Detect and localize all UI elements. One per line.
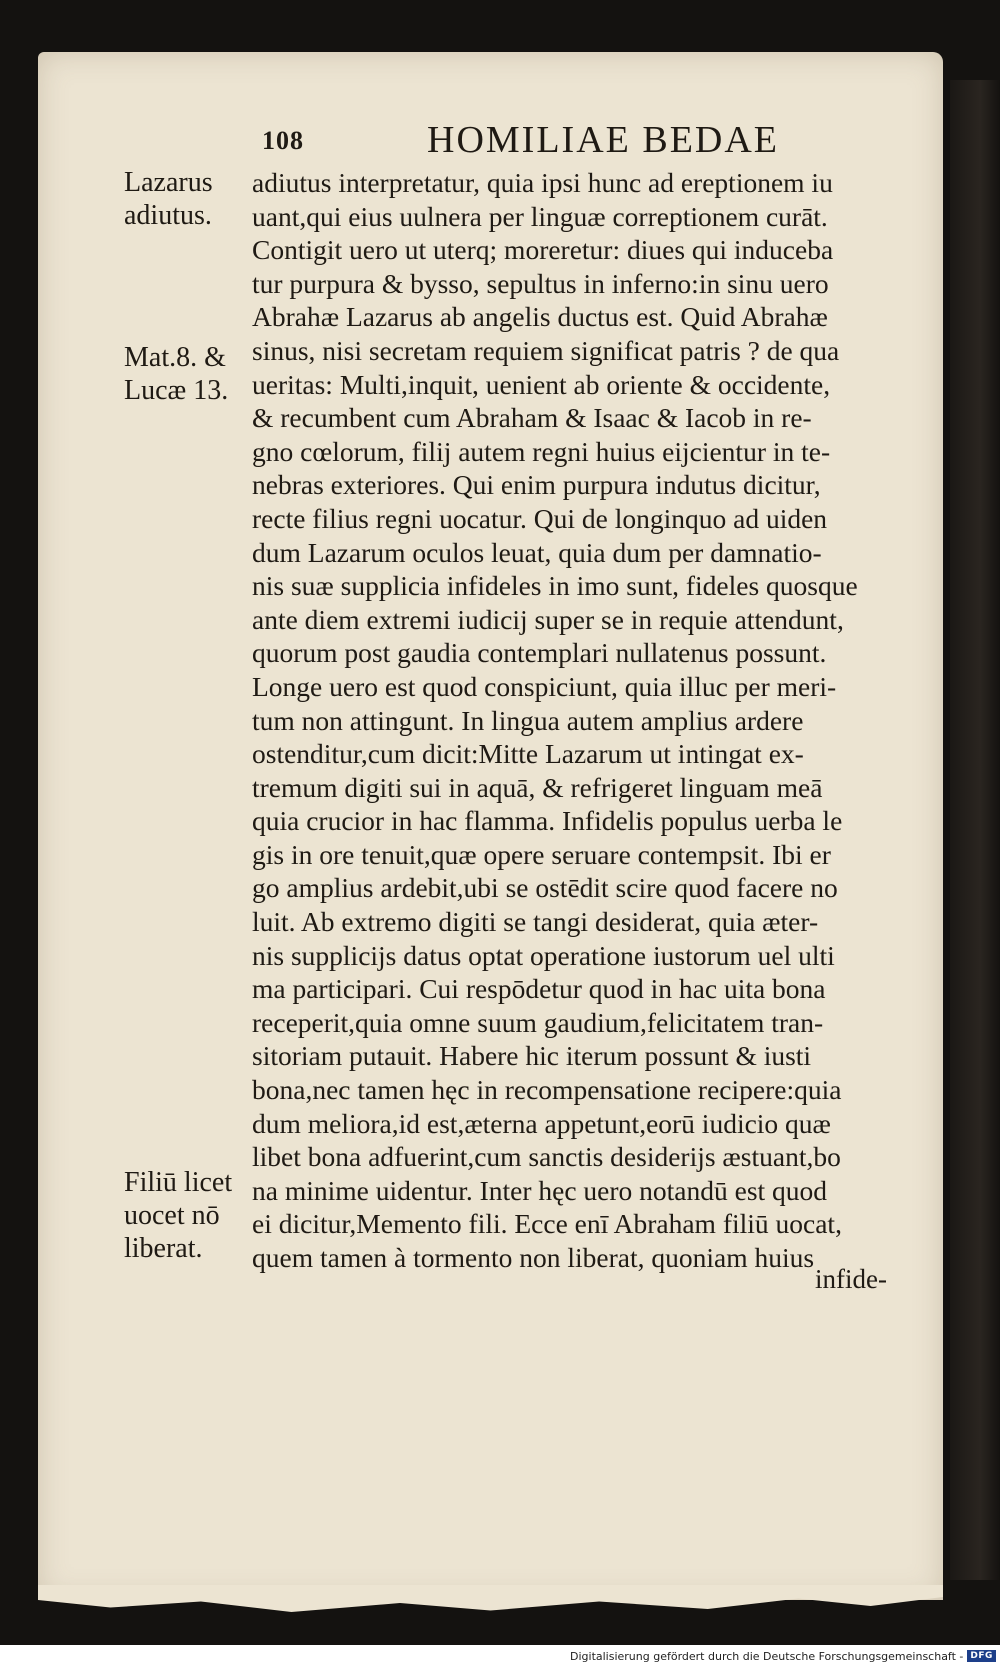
text-line: & recumbent cum Abraham & Isaac & Iacob in re-	[252, 402, 812, 434]
text-line: Abrahæ Lazarus ab angelis ductus est. Quid Abrahæ	[252, 301, 828, 333]
text-line: na minime uidentur. Inter hęc uero notandū est quod	[252, 1174, 828, 1206]
book-gutter	[950, 80, 1000, 1580]
dfg-logo: DFG	[967, 1650, 996, 1662]
text-line: libet bona adfuerint,cum sanctis desiderijs æstuant,bo	[252, 1141, 841, 1173]
text-line: nis suæ supplicia infideles in imo sunt, fideles quosque	[252, 570, 858, 602]
margin-note: Lazarus	[124, 167, 213, 198]
text-line: receperit,quia omne suum gaudium,felicitatem tran-	[252, 1006, 824, 1038]
margin-note: uocet nō	[124, 1200, 220, 1231]
digitization-footer	[570, 1646, 996, 1666]
text-line: nebras exteriores. Qui enim purpura indutus dicitur,	[252, 469, 821, 501]
text-line: recte filius regni uocatur. Qui de longinquo ad uiden	[252, 502, 828, 534]
text-line: gno cœlorum, filij autem regni huius eijcientur in te-	[252, 435, 831, 467]
margin-note: adiutus.	[124, 200, 212, 231]
text-line: tur purpura & bysso, sepultus in inferno:in sinu uero	[252, 267, 829, 299]
catchword: infide-	[815, 1264, 887, 1294]
text-line: ueritas: Multi,inquit, uenient ab oriente & occidente,	[252, 368, 831, 400]
text-line: gis in ore tenuit,quæ opere seruare contempsit. Ibi er	[252, 838, 831, 870]
page-number: 108	[262, 126, 304, 155]
text-line: quorum post gaudia contemplari nullatenus possunt.	[252, 637, 827, 669]
text-line: adiutus interpretatur, quia ipsi hunc ad ereptionem iu	[252, 167, 833, 198]
text-line: tremum digiti sui in aquā, & refrigeret linguam meā	[252, 771, 823, 803]
text-line: uant,qui eius uulnera per linguæ correptionem curāt.	[252, 200, 828, 232]
text-line: sinus, nisi secretam requiem significat patris ? de qua	[252, 334, 840, 366]
body-text	[252, 166, 902, 1275]
margin-note: Lucæ 13.	[124, 375, 229, 406]
text-line: ostenditur,cum dicit:Mitte Lazarum ut intingat ex-	[252, 738, 804, 770]
text-line: sitoriam putauit. Habere hic iterum possunt & iusti	[252, 1040, 812, 1072]
text-line: nis supplicijs datus optat operatione iustorum uel ulti	[252, 939, 835, 971]
text-line: ante diem extremi iudicij super se in requie attendunt,	[252, 603, 844, 635]
text-line: bona,nec tamen hęc in recompensatione recipere:quia	[252, 1074, 842, 1106]
text-line: ei dicitur,Memento fili. Ecce enī Abraham filiū uocat,	[252, 1208, 842, 1240]
text-line: luit. Ab extremo digiti se tangi desiderat, quia æter-	[252, 906, 819, 938]
text-line: ma participari. Cui respōdetur quod in hac uita bona	[252, 973, 826, 1005]
margin-note: Filiū licet	[124, 1167, 233, 1198]
text-line: dum Lazarum oculos leuat, quia dum per damnatio-	[252, 536, 822, 568]
margin-note: Mat.8. &	[124, 342, 226, 373]
text-line: quem tamen à tormento non liberat, quoniam huius	[252, 1242, 815, 1273]
text-line: dum meliora,id est,æterna appetunt,eorū iudicio quæ	[252, 1107, 831, 1139]
margin-note: liberat.	[124, 1233, 203, 1264]
running-title: HOMILIAE BEDAE	[427, 119, 780, 161]
text-line: quia crucior in hac flamma. Infidelis populus uerba le	[252, 805, 843, 837]
text-line: go amplius ardebit,ubi se ostēdit scire quod facere no	[252, 872, 838, 904]
footer-credit-text: Digitalisierung gefördert durch die Deutsche Forschungsgemeinschaft -	[570, 1649, 964, 1663]
text-line: Longe uero est quod conspiciunt, quia illuc per meri-	[252, 670, 837, 702]
text-line: Contigit uero ut uterq; moreretur: diues qui induceba	[252, 234, 834, 266]
text-line: tum non attingunt. In lingua autem amplius ardere	[252, 704, 804, 736]
